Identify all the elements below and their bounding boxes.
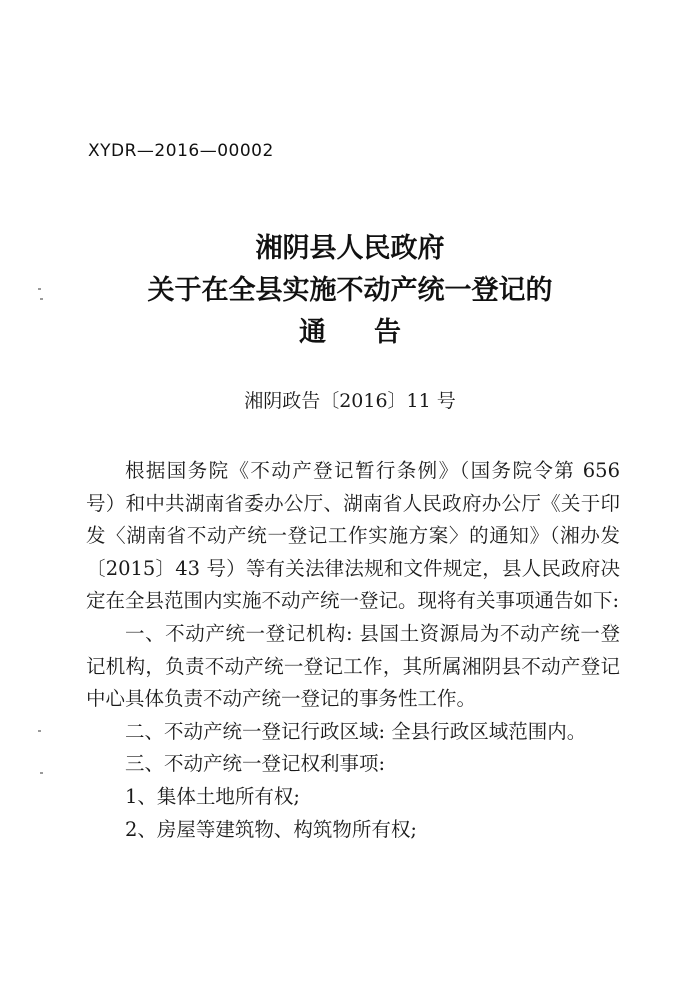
document-title xyxy=(0,228,700,354)
scan-mark xyxy=(40,772,43,774)
paragraph-subitem-2: 2、房屋等建筑物、构筑物所有权; xyxy=(125,817,417,841)
title-notice: 通告 xyxy=(299,317,449,348)
paragraph-item-2: 二、不动产统一登记行政区域: 全县行政区域范围内。 xyxy=(125,719,587,743)
title-subject: 关于在全县实施不动产统一登记的 xyxy=(147,275,553,306)
paragraph-item-3: 三、不动产统一登记权利事项: xyxy=(125,752,386,776)
scan-mark xyxy=(38,730,41,732)
reference-number: 湘阴政告〔2016〕11 号 xyxy=(244,390,456,412)
document-number: XYDR—2016—00002 xyxy=(88,141,274,161)
paragraph-subitem-1: 1、集体土地所有权; xyxy=(125,784,300,808)
title-issuer: 湘阴县人民政府 xyxy=(255,233,445,264)
paragraph-item-1: 一、不动产统一登记机构: 县国土资源局为不动产统一登记机构，负责不动产统一登记工作，其所属湘阴县不动产登记中心具体负责不动产统一登记的事务性工作。 xyxy=(86,621,620,711)
document-body xyxy=(86,455,620,846)
paragraph-preamble: 根据国务院《不动产登记暂行条例》（国务院令第 656 号）和中共湖南省委办公厅、湖南省人民政府办公厅《关于印发〈湖南省不动产统一登记工作实施方案〉的通知》（湘办发〔2015〕43 号）等有关法律法规和文件规定，县人民政府决定在全县范围内实施不动产统一登记。现将有关事项通告如下: xyxy=(86,459,620,613)
